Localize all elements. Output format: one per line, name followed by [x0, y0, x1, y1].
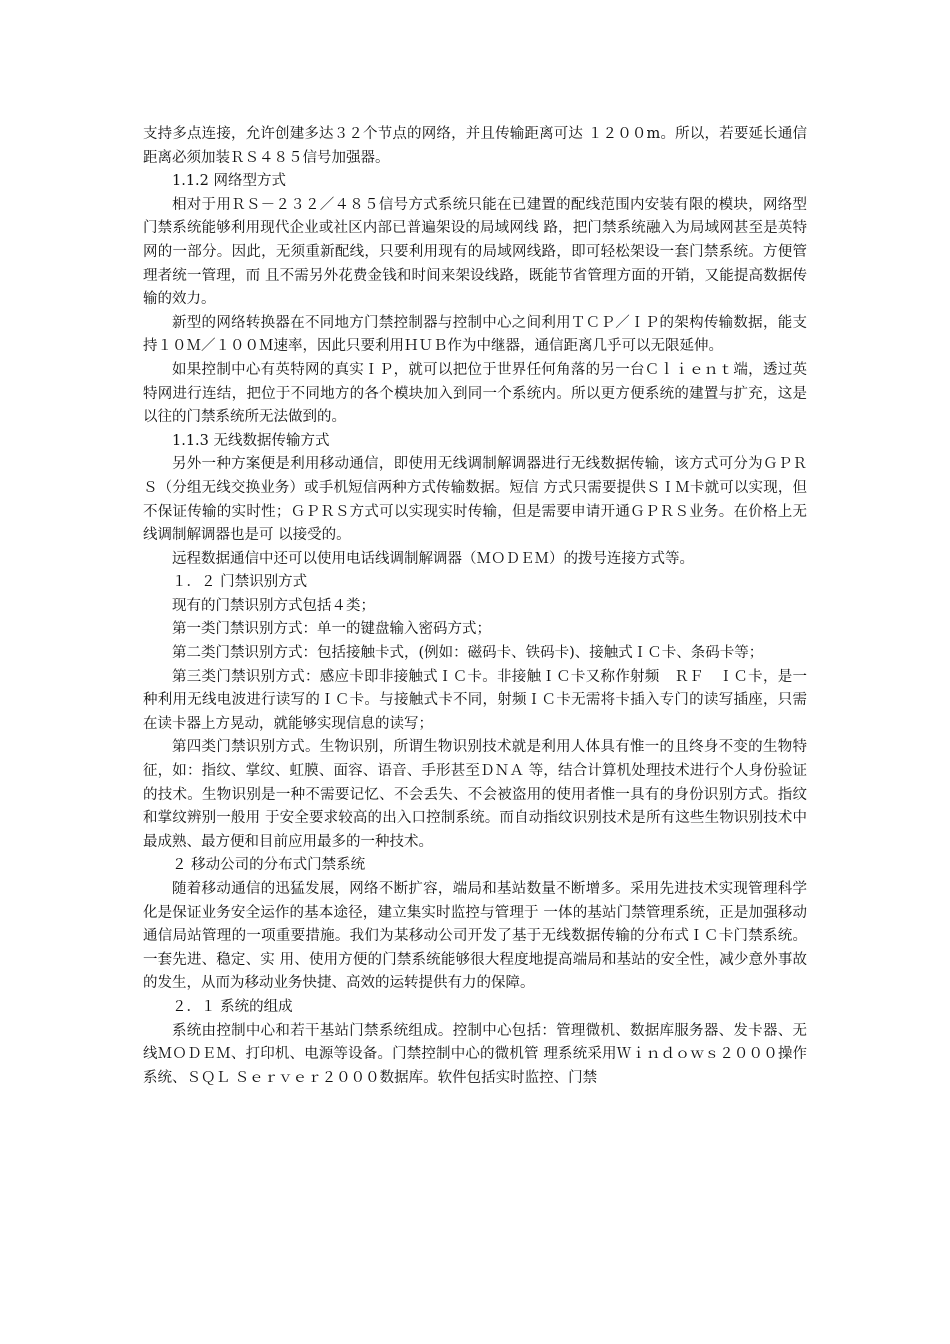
body-paragraph: 第四类门禁识别方式。生物识别，所谓生物识别技术就是利用人体具有惟一的且终身不变的生物特征，如：指纹、掌纹、虹膜、面容、语音、手形甚至ＤＮＡ 等，结合计算机处理技术进行个人身份验证的技术。生物识别是一种不需要记忆、不会丢失、不会被盗用的使用者惟一具有的身份识别方式。指纹和掌纹辨别一般用 于安全要求较高的出入口控制系统。而自动指纹识别技术是所有这些生物识别技术中最成熟、最方便和目前应用最多的一种技术。	[143, 739, 807, 850]
body-paragraph: 新型的网络转换器在不同地方门禁控制器与控制中心之间利用ＴＣＰ／ＩＰ的架构传输数据，能支持１０Ｍ／１００Ｍ速率，因此只要利用ＨＵＢ作为中继器，通信距离几乎可以无限延伸。	[143, 314, 807, 355]
body-paragraph: 另外一种方案便是利用移动通信，即使用无线调制解调器进行无线数据传输，该方式可分为ＧＰＲＳ（分组无线交换业务）或手机短信两种方式传输数据。短信 方式只需要提供ＳＩＭ卡就可以实现，但不保证传输的实时性；ＧＰＲＳ方式可以实现实时传输，但是需要申请开通ＧＰＲＳ业务。在价格上无线调制解调器也是可 以接受的。	[143, 456, 807, 544]
section-heading: ２．１ 系统的组成	[172, 998, 293, 1015]
body-paragraph: 相对于用ＲＳ－２３２／４８５信号方式系统只能在已建置的配线范围内安装有限的模块，网络型门禁系统能够利用现代企业或社区内部已普遍架设的局域网线 路，把门禁系统融入为局域网甚至是英特网的一部分。因此，无须重新配线，只要利用现有的局域网线路，即可轻松架设一套门禁系统。方便管理者统一管理，而 且不需另外花费金钱和时间来架设线路，既能节省管理方面的开销，又能提高数据传输的效力。	[143, 196, 807, 308]
document-page	[143, 123, 807, 1090]
body-paragraph: 系统由控制中心和若干基站门禁系统组成。控制中心包括：管理微机、数据库服务器、发卡器、无线ＭＯＤＥＭ、打印机、电源等设备。门禁控制中心的微机管 理系统采用Ｗｉｎｄｏｗｓ２０００操作系统、ＳＱＬ Ｓｅｒｖｅｒ２０００数据库。软件包括实时监控、门禁	[143, 1022, 807, 1086]
body-paragraph: 现有的门禁识别方式包括４类；	[172, 597, 375, 614]
body-paragraph: 如果控制中心有英特网的真实ＩＰ，就可以把位于世界任何角落的另一台Ｃｌｉｅｎｔ端，透过英特网进行连结，把位于不同地方的各个模块加入到同一个系统内。所以更方便系统的建置与扩充，这是以往的门禁系统所无法做到的。	[143, 361, 807, 426]
section-heading: 1.1.2 网络型方式	[172, 173, 287, 190]
body-paragraph: 第三类门禁识别方式：感应卡即非接触式ＩＣ卡。非接触ＩＣ卡又称作射频 ＲＦ ＩＣ卡，是一种利用无线电波进行读写的ＩＣ卡。与接触式卡不同，射频ＩＣ卡无需将卡插入专门的读写插座，只需在读卡器上方晃动，就能够实现信息的读写；	[143, 668, 807, 732]
body-paragraph: 支持多点连接，允许创建多达３２个节点的网络，并且传输距离可达 １２００m。所以，若要延长通信距离必须加装ＲＳ４８５信号加强器。	[143, 126, 807, 166]
body-paragraph: 随着移动通信的迅猛发展，网络不断扩容，端局和基站数量不断增多。采用先进技术实现管理科学化是保证业务安全运作的基本途径，建立集实时监控与管理于 一体的基站门禁管理系统，正是加强移动通信局站管理的一项重要措施。我们为某移动公司开发了基于无线数据传输的分布式ＩＣ卡门禁系统。一套先进、稳定、实 用、使用方便的门禁系统能够很大程度地提高端局和基站的安全性，减少意外事故的发生，从而为移动业务快捷、高效的运转提供有力的保障。	[143, 881, 807, 992]
body-paragraph: 第二类门禁识别方式：包括接触卡式，(例如：磁码卡、铁码卡)、接触式ＩＣ卡、条码卡等；	[172, 645, 764, 662]
body-paragraph: 第一类门禁识别方式：单一的键盘输入密码方式；	[172, 621, 491, 638]
section-heading: ２ 移动公司的分布式门禁系统	[172, 857, 366, 874]
section-heading: 1.1.3 无线数据传输方式	[172, 432, 330, 449]
body-paragraph: 远程数据通信中还可以使用电话线调制解调器（ＭＯＤＥＭ）的拨号连接方式等。	[172, 550, 694, 567]
section-heading: １．２ 门禁识别方式	[172, 574, 308, 591]
